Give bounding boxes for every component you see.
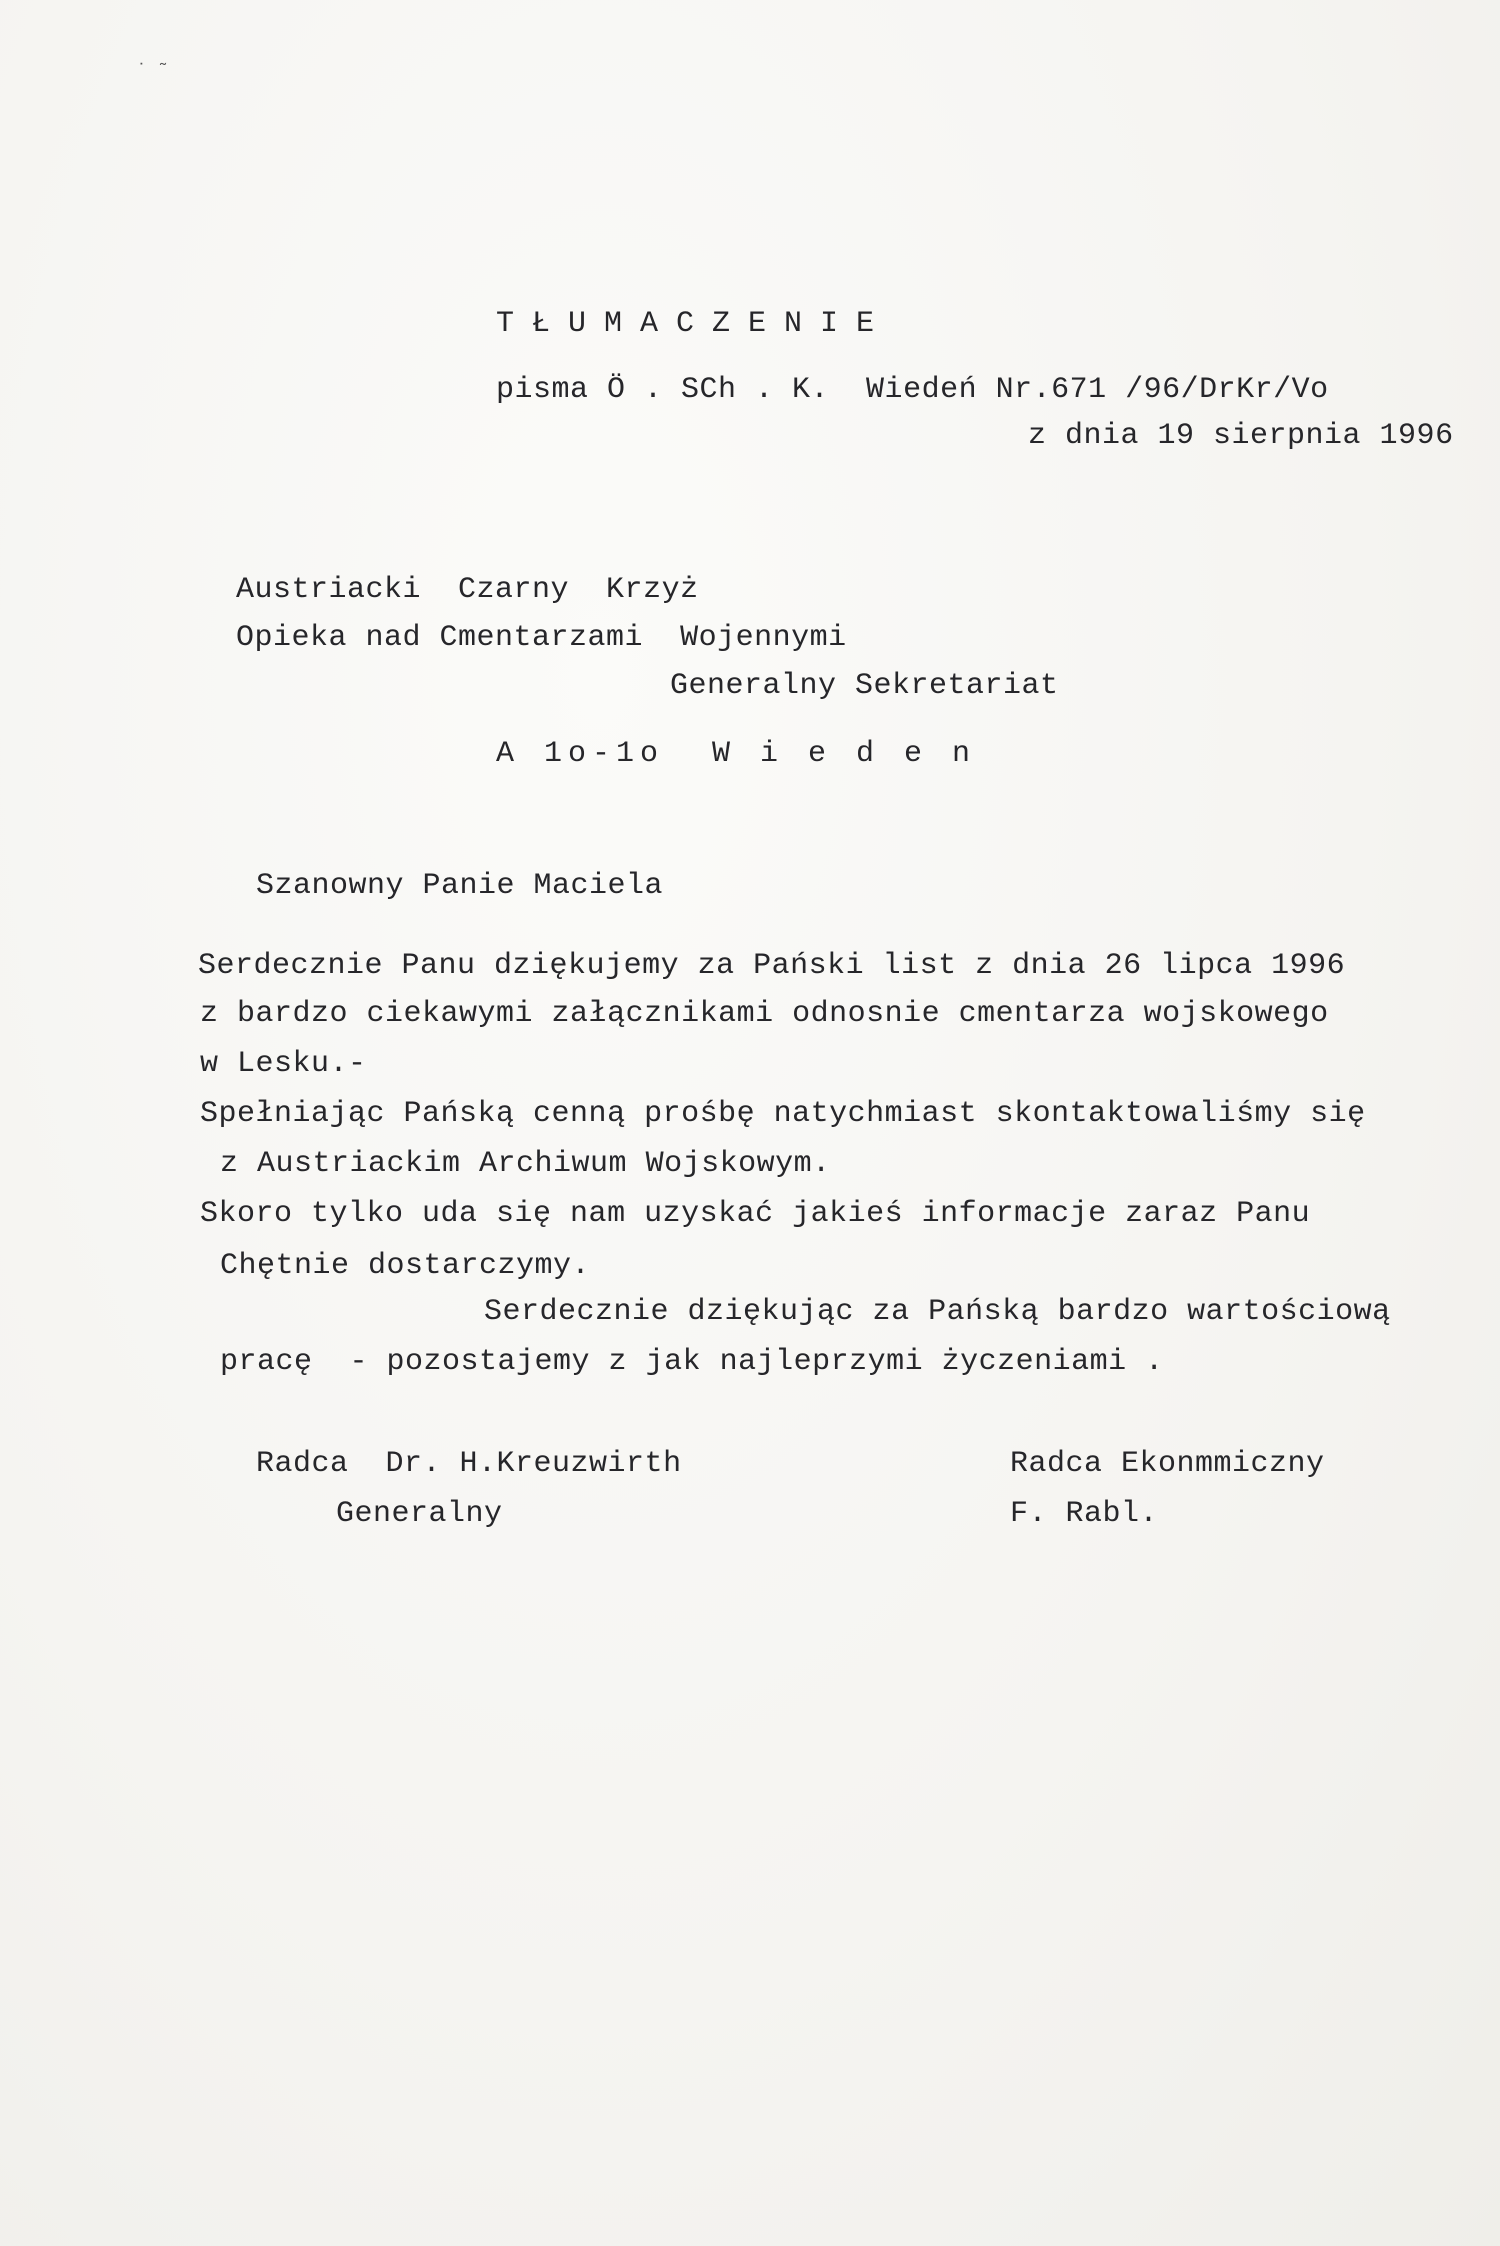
body-line: Serdecznie dziękując za Pańską bardzo wartościową (484, 1295, 1391, 1329)
corner-mark: ˙ ˜ (136, 62, 169, 82)
reference-line: pisma Ö . SCh . K. Wiedeń Nr.671 /96/DrKr/Vo (496, 373, 1329, 407)
body-line: Skoro tylko uda się nam uzyskać jakieś informacje zaraz Panu (200, 1197, 1311, 1231)
body-line: w Lesku.- (200, 1047, 367, 1081)
signature-right-name: F. Rabl. (1010, 1497, 1159, 1531)
signature-right-title: Radca Ekonmmiczny (1010, 1447, 1325, 1481)
salutation: Szanowny Panie Maciela (256, 869, 664, 903)
address-line-4: A 1o-1o W i e d e n (496, 737, 977, 771)
body-line: Spełniając Pańską cenną prośbę natychmiast skontaktowaliśmy się (200, 1097, 1366, 1131)
body-line: Serdecznie Panu dziękujemy za Pański list z dnia 26 lipca 1996 (198, 949, 1346, 983)
address-line-1: Austriacki Czarny Krzyż (236, 573, 699, 607)
body-line: pracę - pozostajemy z jak najleprzymi życzeniami . (220, 1345, 1164, 1379)
signature-left-name: Radca Dr. H.Kreuzwirth (256, 1447, 682, 1481)
body-line: z Austriackim Archiwum Wojskowym. (220, 1147, 831, 1181)
document-title: TŁUMACZENIE (496, 307, 893, 341)
signature-left-title: Generalny (336, 1497, 503, 1531)
address-line-2: Opieka nad Cmentarzami Wojennymi (236, 621, 847, 655)
body-line: z bardzo ciekawymi załącznikami odnosnie cmentarza wojskowego (200, 997, 1329, 1031)
date-line: z dnia 19 sierpnia 1996 (1028, 419, 1454, 453)
address-line-3: Generalny Sekretariat (670, 669, 1059, 703)
show-through-artifact (40, 200, 600, 260)
body-line: Chętnie dostarczymy. (220, 1249, 591, 1283)
